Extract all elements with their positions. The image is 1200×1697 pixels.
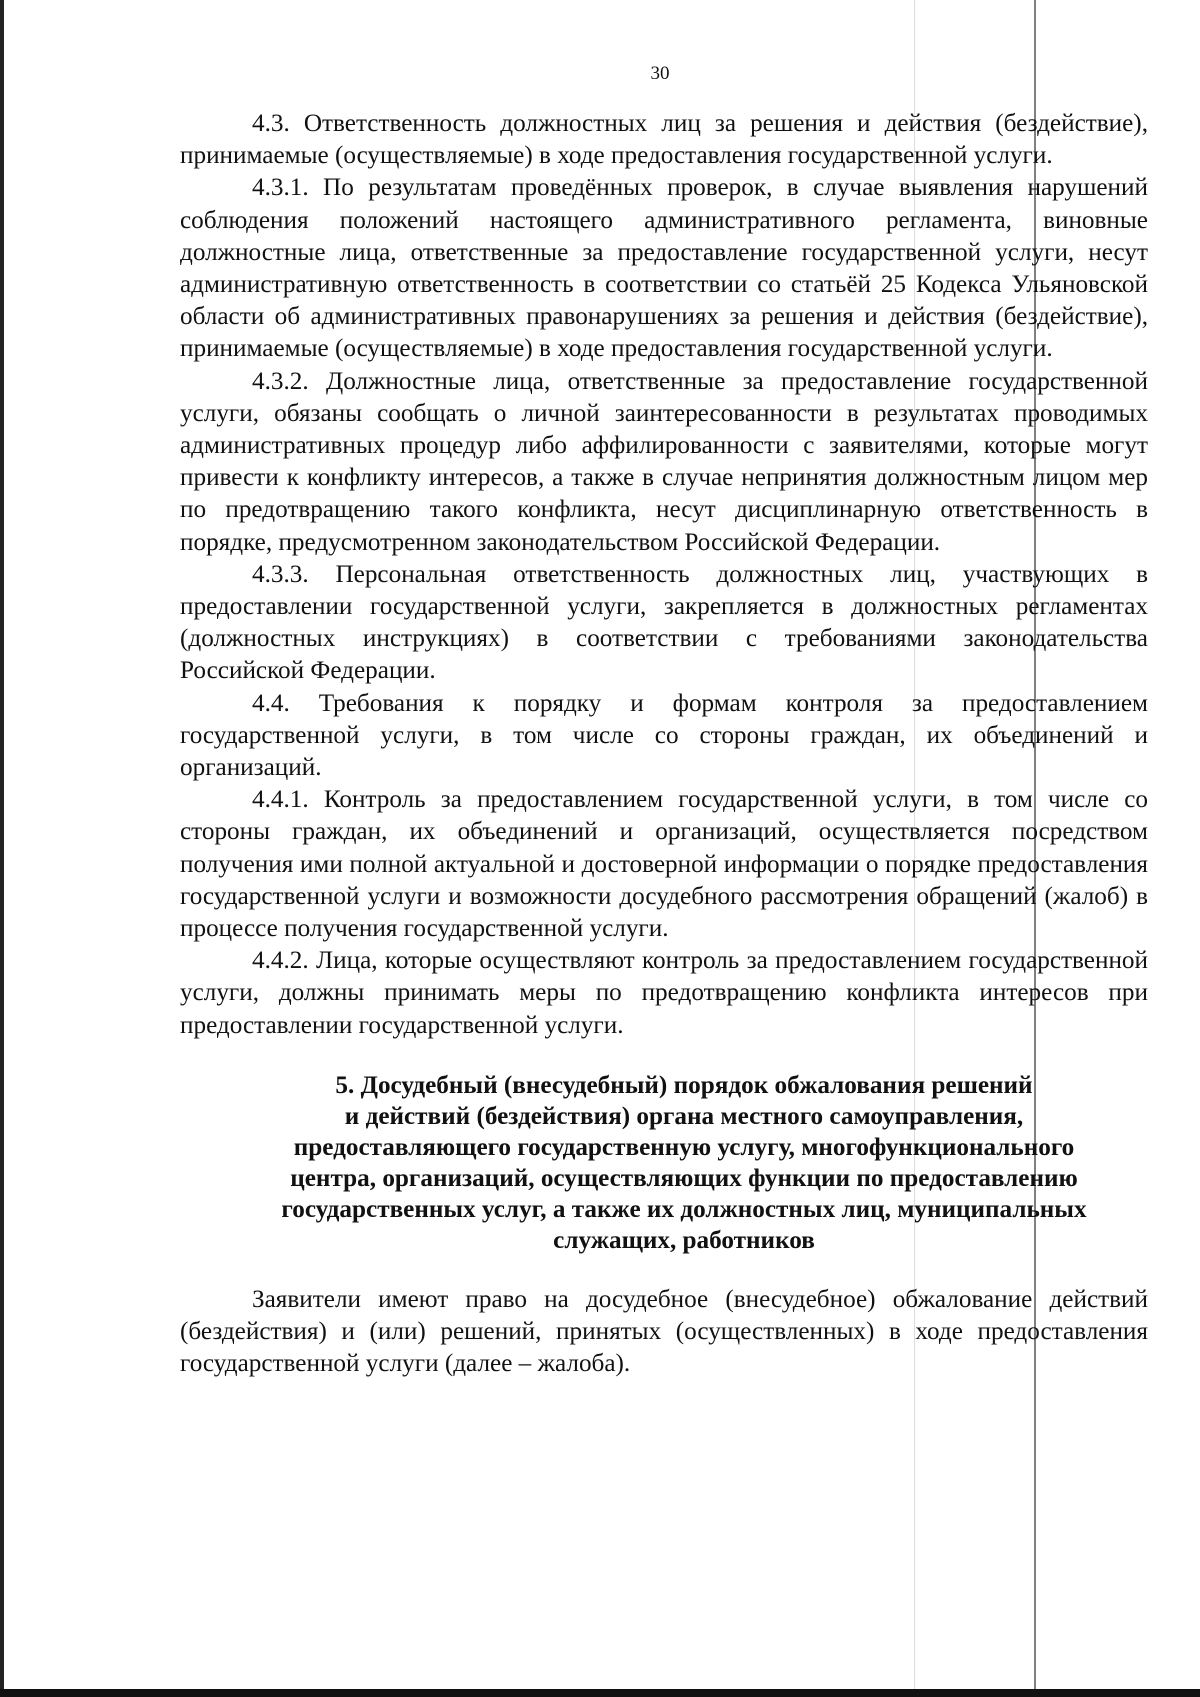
section-5-heading-line: и действий (бездействия) органа местного самоуправления, xyxy=(344,1102,1024,1130)
paragraph-5-intro: Заявители имеют право на досудебное (внесудебное) обжалование действий (бездействия) и (или) решений, принятых (осуществленных) в ходе предоставления государственной услуги (далее – жалоба). xyxy=(180,1285,1148,1378)
section-5-heading-line: служащих, работников xyxy=(553,1226,815,1254)
paragraph-4-4: 4.4. Требования к порядку и формам контроля за предоставлением государственной услуги, в том числе со стороны граждан, их объединений и организаций. xyxy=(180,689,1148,782)
paragraph-4-3-1: 4.3.1. По результатам проведённых проверок, в случае выявления нарушений соблюдения положений настоящего административного регламента, виновные должностные лица, ответственные за предоставление государственной услуги, несут административную ответственность в соответствии со статьёй 25 Кодекса Ульяновской области об административных правонарушениях за решения и действия (бездействие), принимаемые (осуществляемые) в ходе предоставления государственной услуги. xyxy=(180,174,1148,363)
scan-bottom-edge xyxy=(0,1689,1200,1697)
paragraph-4-3: 4.3. Ответственность должностных лиц за решения и действия (бездействие), принимаемые (осуществляемые) в ходе предоставления государственной услуги. xyxy=(180,110,1148,170)
paragraph-4-3-3: 4.3.3. Персональная ответственность должностных лиц, участвующих в предоставлении государственной услуги, закрепляется в должностных регламентах (должностных инструкциях) в соответствии с требованиями законодательства Российской Федерации. xyxy=(180,560,1148,685)
section-5-heading-line: государственных услуг, а также их должностных лиц, муниципальных xyxy=(281,1195,1087,1223)
scan-left-edge xyxy=(0,0,4,1697)
section-5-heading-line: предоставляющего государственную услугу, многофункционального xyxy=(293,1133,1075,1161)
section-5-heading xyxy=(180,1070,1148,1256)
section-5-heading-line: центра, организаций, осуществляющих функции по предоставлению xyxy=(290,1164,1078,1192)
paragraph-4-3-2: 4.3.2. Должностные лица, ответственные за предоставление государственной услуги, обязаны сообщать о личной заинтересованности в результатах проводимых административных процедур либо аффилированности с заявителями, которые могут привести к конфликту интересов, а также в случае непринятия должностным лицом мер по предотвращению такого конфликта, несут дисциплинарную ответственность в порядке, предусмотренном законодательством Российской Федерации. xyxy=(180,367,1148,556)
paragraph-4-4-2: 4.4.2. Лица, которые осуществляют контроль за предоставлением государственной услуги, должны принимать меры по предотвращению конфликта интересов при предоставлении государственной услуги. xyxy=(180,947,1148,1039)
document-body xyxy=(180,108,1148,1381)
paragraph-4-4-1: 4.4.1. Контроль за предоставлением государственной услуги, в том числе со стороны граждан, их объединений и организаций, осуществляется посредством получения ими полной актуальной и достоверной информации о порядке предоставления государственной услуги и возможности досудебного рассмотрения обращений (жалоб) в процессе получения государственной услуги. xyxy=(180,786,1148,943)
page-number: 30 xyxy=(650,63,670,84)
section-5-heading-line: 5. Досудебный (внесудебный) порядок обжалования решений xyxy=(335,1071,1033,1099)
